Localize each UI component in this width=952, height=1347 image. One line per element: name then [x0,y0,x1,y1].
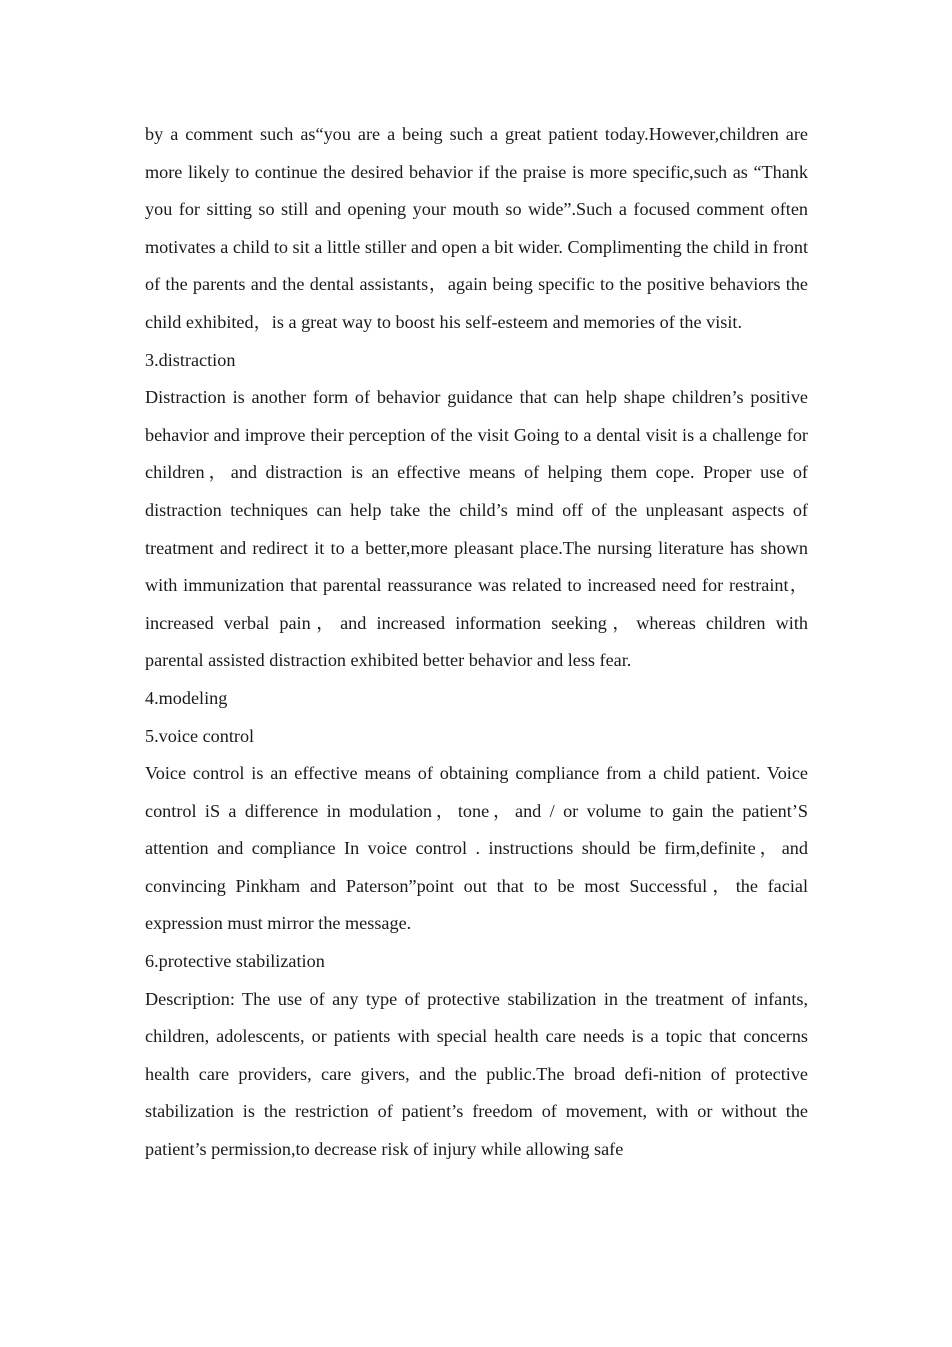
paragraph-voice-control: Voice control is an effective means of obtaining compliance from a child patient. Voice control iS a difference in modulation，tone，and / or volume to gain the patient’S attention and compliance In voice control . instructions should be firm,definite，and convincing Pinkham and Paterson”point out that to be most Successful，the facial expression must mirror the message. [145,763,808,934]
heading-distraction: 3.distraction [145,349,236,370]
paragraph-praise: by a comment such as“you are a being such a great patient today.However,children are more likely to continue the desired behavior if the praise is more specific,such as “Thank you for sitting so still and opening your mouth so wide”.Such a focused comment often motivates a child to sit a little stiller and open a bit wider. Complimenting the child in front of the parents and the dental assistants，again being specific to the positive behaviors the child exhibited，is a great way to boost his self-esteem and memories of the visit. [145,124,808,332]
paragraph-protective-stabilization: Description: The use of any type of protective stabilization in the treatment of infants, children, adolescents, or patients with special health care needs is a topic that concerns health care providers, care givers, and the public.The broad defi-nition of protective stabilization is the restriction of patient’s freedom of movement, with or without the patient’s permission,to decrease risk of injury while allowing safe [145,988,808,1160]
heading-voice-control: 5.voice control [145,725,255,746]
heading-protective-stabilization: 6.protective stabilization [145,951,325,972]
paragraph-distraction: Distraction is another form of behavior guidance that can help shape children’s positive behavior and improve their perception of the visit Going to a dental visit is a challenge for children，and distraction is an effective means of helping them cope. Proper use of distraction techniques can help take the child’s mind off of the unpleasant aspects of treatment and redirect it to a better,more pleasant place.The nursing literature has shown with immunization that parental reassurance was related to increased need for restraint，increased verbal pain，and increased information seeking，whereas children with parental assisted distraction exhibited better behavior and less fear. [145,387,808,671]
document-page [145,116,808,1169]
heading-modeling: 4.modeling [145,687,228,708]
